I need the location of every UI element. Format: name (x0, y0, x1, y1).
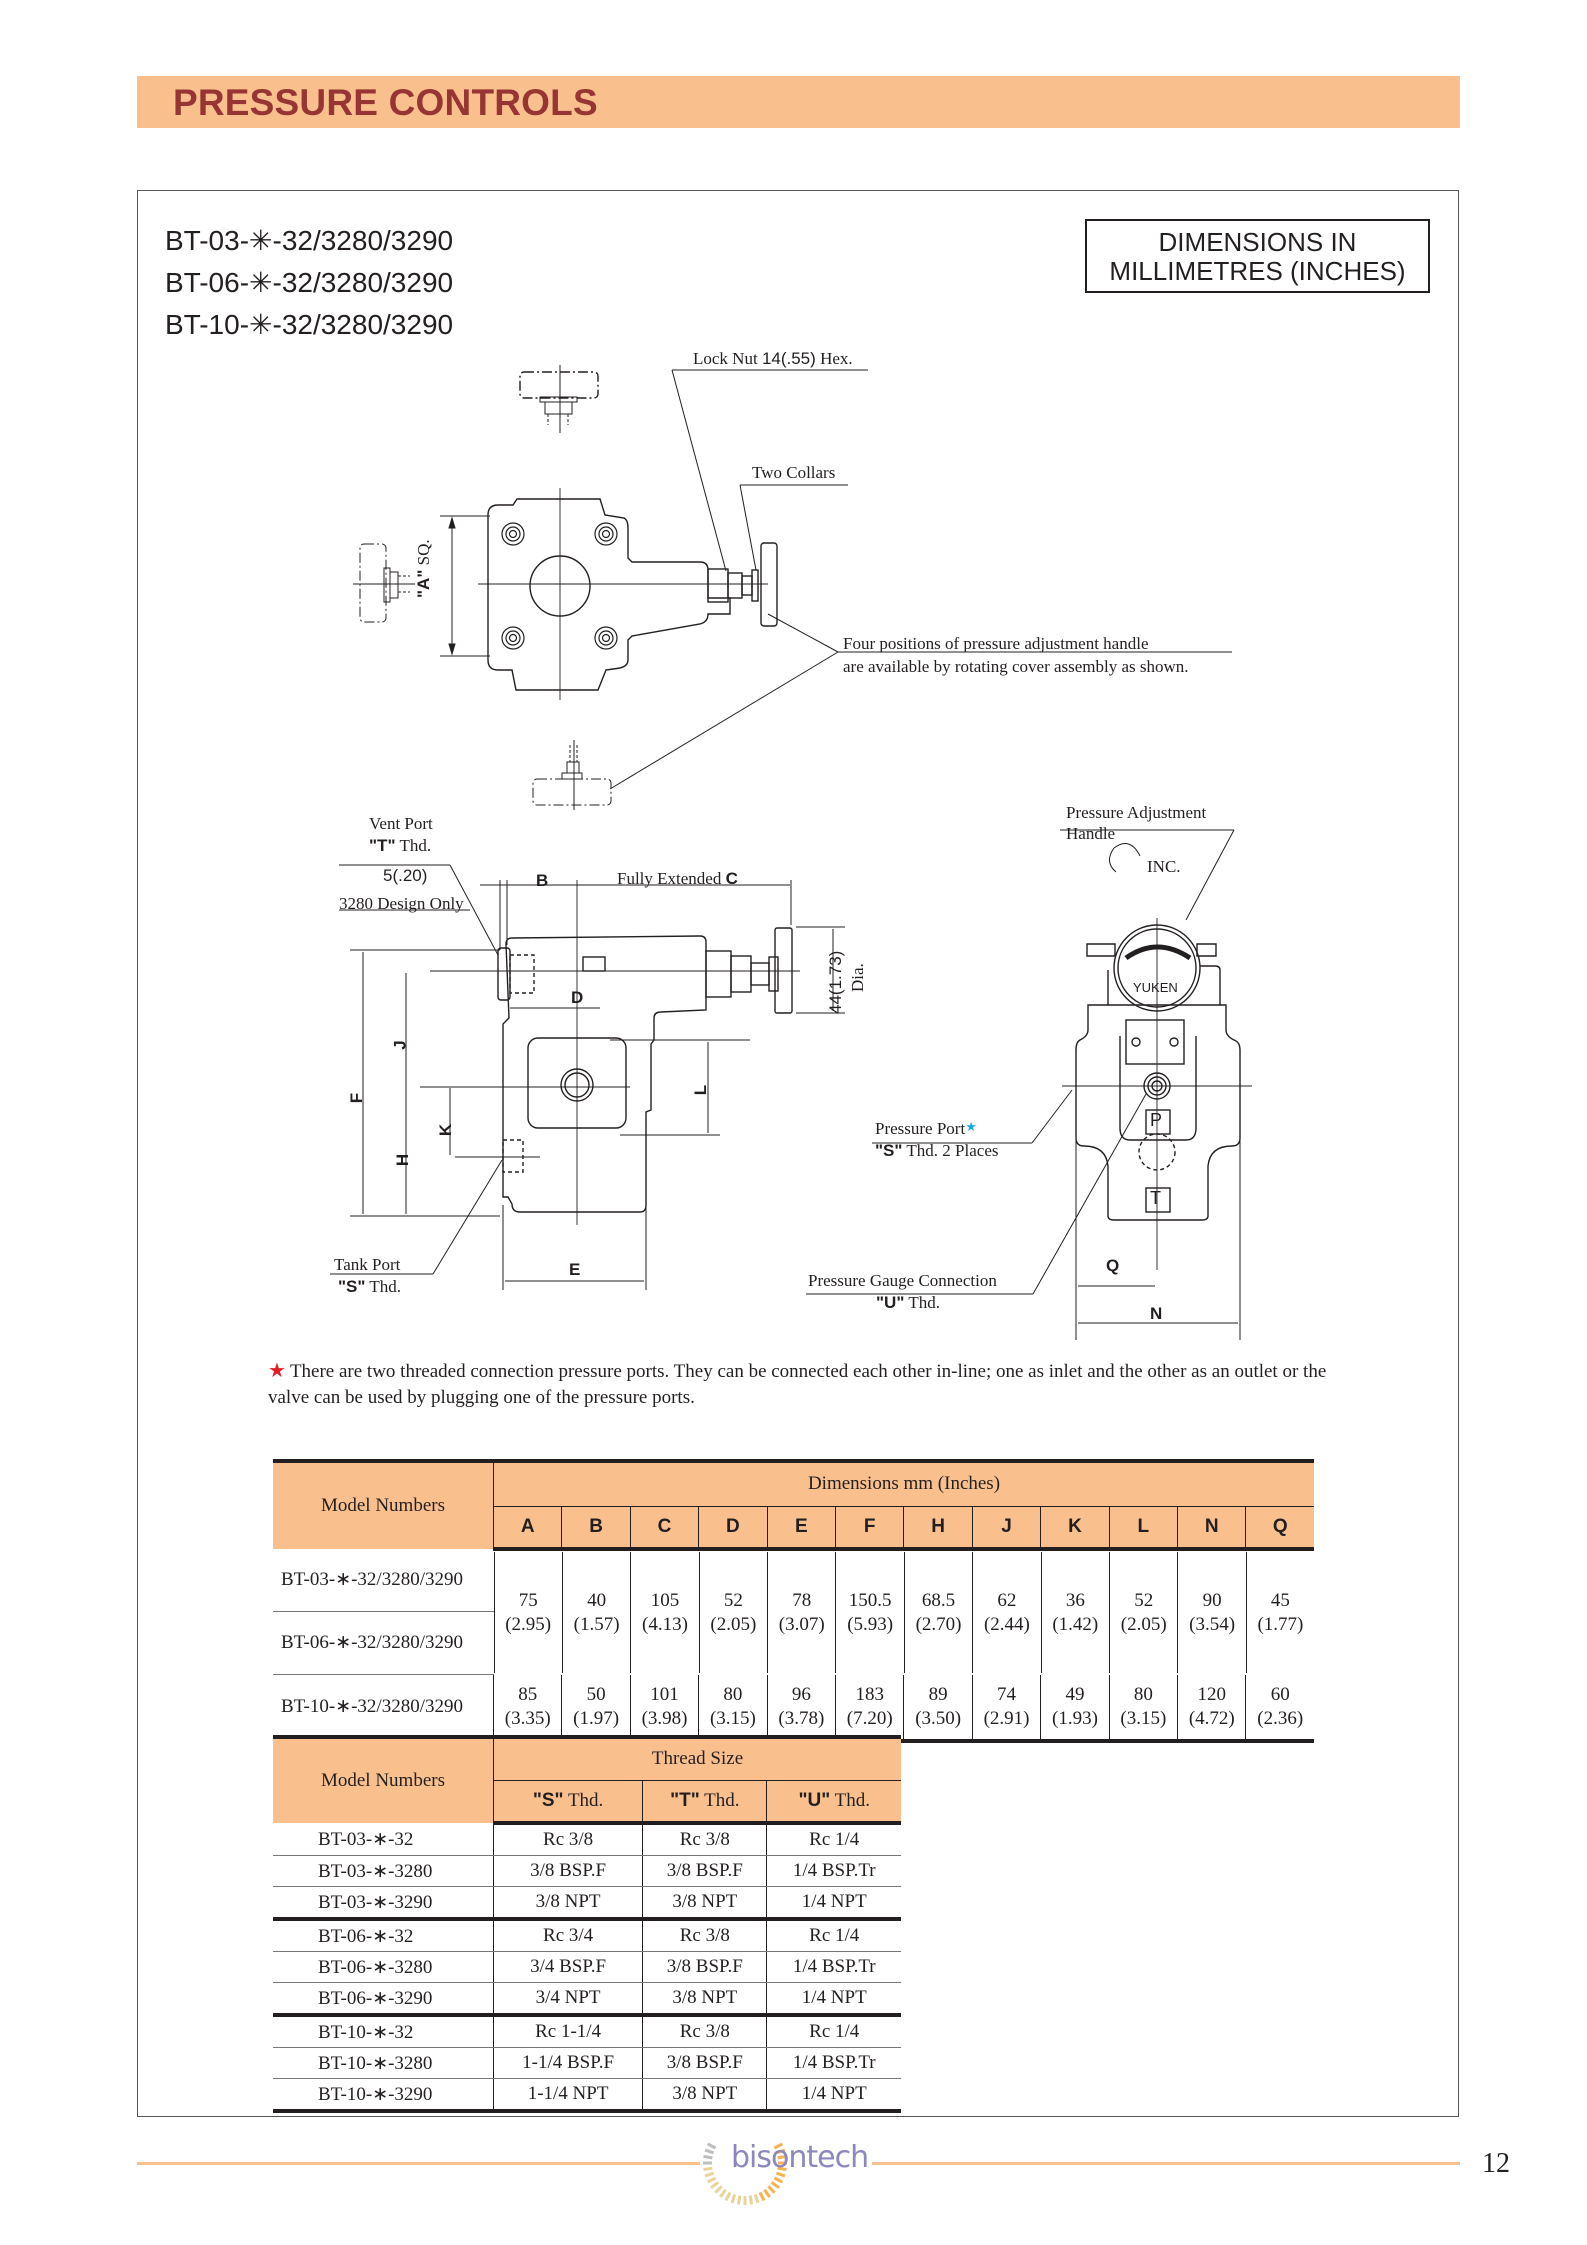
thread-cell-u: 1/4 BSP.Tr (767, 2048, 901, 2079)
logo-ring-tick (768, 2186, 774, 2192)
column-header-f: F (836, 1506, 904, 1549)
logo-ring-tick (726, 2192, 730, 2200)
column-header-n: N (1178, 1506, 1246, 1549)
table-row (273, 2079, 901, 2112)
thread-cell-s: Rc 1-1/4 (494, 2015, 643, 2048)
column-header-e: E (767, 1506, 835, 1549)
logo-ring-tick (715, 2186, 721, 2192)
logo-ring-tick (704, 2168, 713, 2169)
dimensions-table (273, 1459, 1314, 1743)
vent-port-thread: "T" Thd. (369, 836, 432, 855)
tank-port-label: Tank Port (334, 1255, 401, 1274)
dimension-value: 120 (4.72) (1178, 1675, 1246, 1742)
dimension-value: 101 (3.98) (630, 1675, 698, 1742)
leader-lines (610, 370, 1232, 789)
thread-cell-u: 1/4 NPT (767, 1887, 901, 1920)
column-header-l: L (1109, 1506, 1177, 1549)
logo-ring-tick (732, 2194, 735, 2203)
handle-ghost-top (520, 372, 598, 398)
logo-ring-tick (774, 2178, 782, 2182)
logo-ring-tick (738, 2196, 739, 2205)
column-header-b: B (562, 1506, 630, 1549)
dimension-value: 105 (4.13) (631, 1552, 699, 1673)
handle-ghost-bottom (533, 740, 611, 810)
two-collars-label: Two Collars (752, 463, 836, 482)
units-line-2: MILLIMETRES (INCHES) (1109, 256, 1406, 286)
thread-cell-s: 3/4 BSP.F (494, 1952, 643, 1983)
side-view-dimensions (330, 865, 845, 1290)
thread-column-header: "U" Thd. (767, 1780, 901, 1823)
dimension-value: 49 (1.93) (1041, 1675, 1109, 1742)
model-name: BT-06-✳-32/3280/3290 (165, 267, 454, 298)
tank-port-thread: "S" Thd. (338, 1277, 402, 1296)
handle-label: Handle (1066, 824, 1116, 843)
dimension-value: 62 (2.44) (973, 1552, 1041, 1673)
dim-letter-f: F (347, 1092, 367, 1104)
model-cell: BT-06-∗-32/3280/3290 (273, 1612, 494, 1675)
logo-ring-tick (708, 2178, 716, 2182)
thread-column-header: "T" Thd. (643, 1780, 767, 1823)
thread-cell-s: 3/8 BSP.F (494, 1856, 643, 1887)
thread-cell-t: 3/8 BSP.F (643, 2048, 767, 2079)
inc-label: INC. (1147, 857, 1181, 876)
thread-cell-t: 3/8 NPT (643, 1983, 767, 2016)
model-cell: BT-06-∗-32 (273, 1919, 494, 1952)
thread-cell-u: 1/4 NPT (767, 1983, 901, 2016)
dimension-value: 96 (3.78) (767, 1675, 835, 1742)
bisontech-logo (700, 2118, 875, 2208)
dimension-value: 90 (3.54) (1178, 1552, 1246, 1673)
dimension-value: 80 (3.15) (699, 1675, 767, 1742)
logo-ring-tick (760, 2192, 764, 2200)
dim-letter-h: H (393, 1153, 413, 1167)
dimension-value: 74 (2.91) (972, 1675, 1040, 1742)
handle-ghost-top-stem (540, 365, 577, 433)
pressure-adjustment-label: Pressure Adjustment (1066, 803, 1207, 822)
column-header-h: H (904, 1506, 972, 1549)
dimension-value: 89 (3.50) (904, 1675, 972, 1742)
units-line-1: DIMENSIONS IN (1158, 227, 1357, 257)
dimension-value: 40 (1.57) (562, 1552, 630, 1673)
column-header-d: D (699, 1506, 767, 1549)
port-p-label: P (1150, 1110, 1163, 1130)
model-cell: BT-06-∗-3280 (273, 1952, 494, 1983)
column-header-q: Q (1246, 1506, 1314, 1549)
footnote-text: There are two threaded connection pressure ports. They can be connected each other in-line; one as inlet and the other as an outlet or the valve can be used by plugging one of the pressure ports. (268, 1361, 1327, 1408)
model-cell: BT-10-∗-3290 (273, 2079, 494, 2112)
logo-ring-tick (750, 2196, 751, 2205)
valve-body-front-view (1062, 918, 1252, 1270)
footnote (268, 1358, 1328, 1411)
dimension-value: 80 (3.15) (1109, 1675, 1177, 1742)
thread-column-header: "S" Thd. (494, 1780, 643, 1823)
dimension-value: 60 (2.36) (1246, 1675, 1314, 1742)
logo-ring-tick (755, 2194, 758, 2203)
dimension-value: 68.5 (2.70) (904, 1552, 972, 1673)
four-positions-label-1: Four positions of pressure adjustment handle (843, 634, 1149, 653)
table-row (273, 2015, 901, 2048)
thread-cell-s: Rc 3/8 (494, 1823, 643, 1856)
lock-nut-label: Lock Nut 14(.55) Hex. (693, 349, 853, 368)
table-row (273, 1983, 901, 2016)
thread-cell-s: 1-1/4 BSP.F (494, 2048, 643, 2079)
thread-size-table (273, 1735, 901, 2113)
thread-cell-s: 1-1/4 NPT (494, 2079, 643, 2112)
model-cell: BT-10-∗-3280 (273, 2048, 494, 2079)
dimension-value: 52 (2.05) (1110, 1552, 1178, 1673)
thread-cell-t: 3/8 NPT (643, 1887, 767, 1920)
dim-letter-j: J (390, 1040, 410, 1050)
thread-cell-u: Rc 1/4 (767, 1919, 901, 1952)
dimension-value: 75 (2.95) (494, 1552, 562, 1673)
thread-cell-t: 3/8 BSP.F (643, 1856, 767, 1887)
dimension-value: 45 (1.77) (1246, 1552, 1314, 1673)
vent-port-label: Vent Port (369, 814, 433, 833)
thread-cell-t: Rc 3/8 (643, 1823, 767, 1856)
bolt-holes (502, 523, 617, 649)
footer-rule-left (137, 2162, 700, 2165)
pressure-port-thread: "S" Thd. 2 Places (875, 1141, 999, 1160)
table-row (273, 1887, 901, 1920)
thread-cell-u: 1/4 BSP.Tr (767, 1952, 901, 1983)
pressure-port-label: Pressure Port★ (875, 1119, 977, 1138)
model-cell: BT-10-∗-32/3280/3290 (273, 1675, 494, 1742)
column-header-a: A (494, 1506, 562, 1549)
thread-cell-s: Rc 3/4 (494, 1919, 643, 1952)
gauge-connection-label: Pressure Gauge Connection (808, 1271, 997, 1290)
dim-letter-q: Q (1106, 1256, 1120, 1275)
thread-cell-u: 1/4 NPT (767, 2079, 901, 2112)
fully-extended-label: Fully Extended C (617, 869, 738, 888)
thread-cell-s: 3/4 NPT (494, 1983, 643, 2016)
dim-letter-e: E (569, 1260, 581, 1279)
dim-letter-d: D (571, 988, 584, 1007)
dim-letter-n: N (1150, 1304, 1163, 1323)
table-row (273, 2048, 901, 2079)
dim-letter-k: K (436, 1123, 456, 1137)
model-cell: BT-03-∗-3280 (273, 1856, 494, 1887)
dimension-value: 52 (2.05) (699, 1552, 767, 1673)
model-numbers-header: Model Numbers (273, 1461, 494, 1549)
dimensions-header: Dimensions mm (Inches) (494, 1461, 1315, 1506)
dia-44-label: 44(1.73) (826, 950, 845, 1014)
logo-text: bisontech (731, 2140, 869, 2175)
thread-cell-u: Rc 1/4 (767, 1823, 901, 1856)
front-view-dimensions (806, 830, 1240, 1340)
table-row (273, 1919, 901, 1952)
model-name: BT-03-✳-32/3280/3290 (165, 225, 454, 256)
logo-ring-tick (764, 2190, 769, 2197)
four-positions-label-2: are available by rotating cover assembly as shown. (843, 657, 1189, 676)
model-name: BT-10-✳-32/3280/3290 (165, 309, 454, 340)
table-row (273, 1823, 901, 1856)
dimension-value: 85 (3.35) (494, 1675, 562, 1742)
handle-ghost-left (353, 544, 415, 622)
column-header-c: C (630, 1506, 698, 1549)
design-only-label: 3280 Design Only (339, 894, 464, 913)
thread-cell-t: 3/8 NPT (643, 2079, 767, 2112)
page-number: 12 (1482, 2148, 1510, 2179)
dimension-value: 78 (3.07) (768, 1552, 836, 1673)
gauge-connection-thread: "U" Thd. (876, 1293, 940, 1312)
dimension-value: 150.5 (5.93) (836, 1552, 904, 1673)
thread-cell-t: Rc 3/8 (643, 1919, 767, 1952)
logo-ring-tick (705, 2150, 714, 2153)
logo-ring-tick (704, 2156, 713, 2157)
valve-body-top-view (478, 488, 768, 700)
model-numbers-header: Model Numbers (273, 1737, 494, 1823)
model-cell: BT-03-∗-32/3280/3290 (273, 1549, 494, 1612)
five-dim-label: 5(.20) (383, 866, 428, 885)
dim-a-sq (440, 516, 490, 656)
yuken-label: YUKEN (1133, 980, 1178, 995)
model-cell: BT-03-∗-3290 (273, 1887, 494, 1920)
table-row (273, 1856, 901, 1887)
thread-size-header: Thread Size (494, 1737, 902, 1780)
blue-star-icon: ★ (965, 1119, 977, 1134)
dimension-value: 36 (1.42) (1041, 1552, 1109, 1673)
dim-letter-l: L (691, 1084, 711, 1096)
a-sq-label: "A" SQ. (414, 539, 433, 598)
port-t-label: T (1150, 1188, 1161, 1208)
thread-cell-s: 3/8 NPT (494, 1887, 643, 1920)
thread-cell-u: Rc 1/4 (767, 2015, 901, 2048)
thread-cell-u: 1/4 BSP.Tr (767, 1856, 901, 1887)
model-cell: BT-06-∗-3290 (273, 1983, 494, 2016)
footer-rule-right (872, 2162, 1460, 2165)
logo-ring-tick (772, 2182, 779, 2187)
thread-cell-t: 3/8 BSP.F (643, 1952, 767, 1983)
logo-ring-tick (708, 2144, 716, 2148)
dim-letter-b: B (536, 871, 549, 890)
model-cell: BT-03-∗-32 (273, 1823, 494, 1856)
logo-ring-tick (711, 2182, 718, 2187)
logo-ring-tick (705, 2173, 714, 2176)
page-title: PRESSURE CONTROLS (173, 82, 598, 123)
table-row (273, 1952, 901, 1983)
dimension-value: 50 (1.97) (562, 1675, 630, 1742)
red-star-icon: ★ (268, 1360, 286, 1382)
dia-label: Dia. (848, 963, 867, 992)
column-header-k: K (1041, 1506, 1109, 1549)
dimension-value: 183 (7.20) (836, 1675, 904, 1742)
logo-ring-tick (720, 2190, 725, 2197)
thread-cell-t: Rc 3/8 (643, 2015, 767, 2048)
model-cell: BT-10-∗-32 (273, 2015, 494, 2048)
column-header-j: J (972, 1506, 1040, 1549)
